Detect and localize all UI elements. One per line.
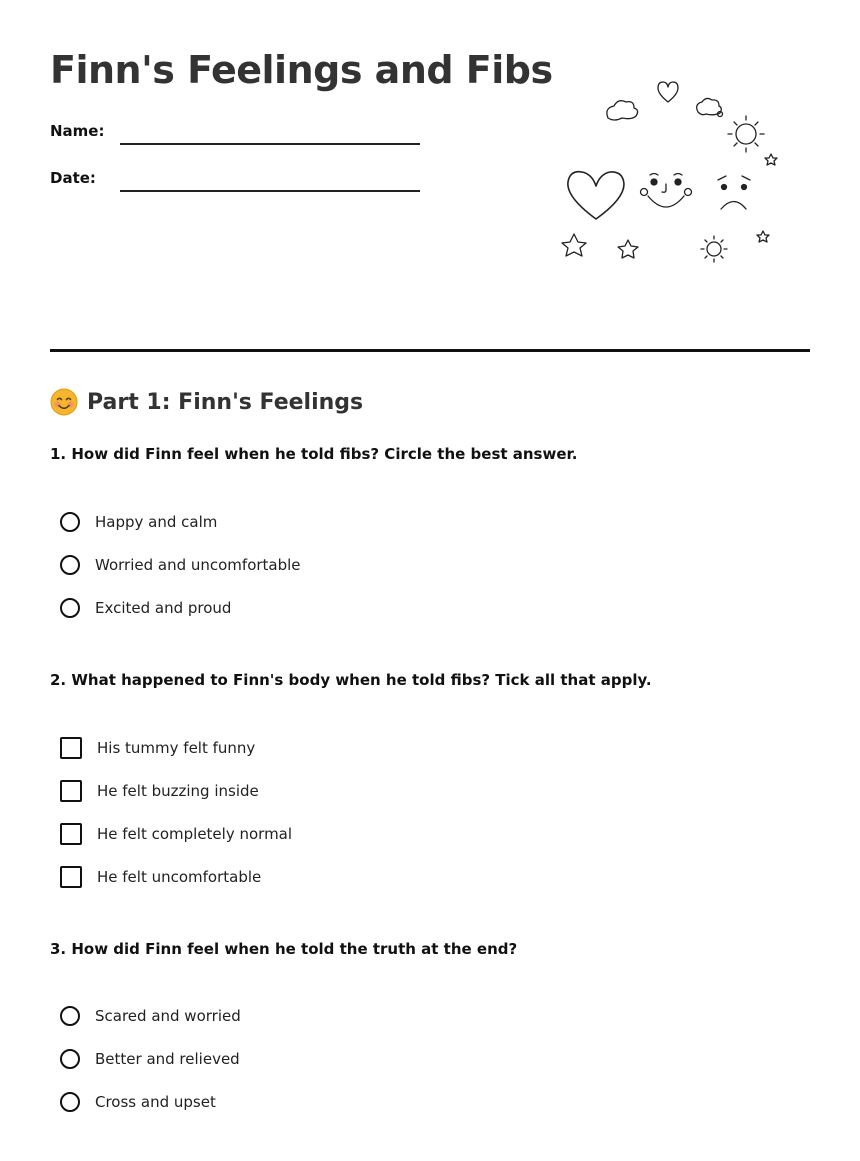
star-icon xyxy=(757,231,769,242)
section-divider xyxy=(50,349,810,352)
cloud-icon xyxy=(697,98,723,116)
option-label: Scared and worried xyxy=(95,1007,241,1025)
q2-option-1[interactable] xyxy=(60,735,255,761)
option-label: Excited and proud xyxy=(95,599,232,617)
checkbox[interactable] xyxy=(60,823,82,845)
q1-option-2[interactable] xyxy=(60,552,301,578)
q3-option-1[interactable] xyxy=(60,1003,241,1029)
option-label: Better and relieved xyxy=(95,1050,240,1068)
radio-circle[interactable] xyxy=(60,1092,80,1112)
star-icon xyxy=(562,234,586,256)
checkbox[interactable] xyxy=(60,737,82,759)
radio-circle[interactable] xyxy=(60,598,80,618)
heart-icon xyxy=(658,82,678,102)
option-label: Worried and uncomfortable xyxy=(95,556,301,574)
q2-option-2[interactable] xyxy=(60,778,259,804)
checkbox[interactable] xyxy=(60,866,82,888)
happy-face-icon xyxy=(641,174,692,208)
option-label: His tummy felt funny xyxy=(97,739,256,757)
heart-icon xyxy=(568,172,624,219)
q1-option-1[interactable] xyxy=(60,509,217,535)
option-label: Happy and calm xyxy=(95,513,218,531)
radio-circle[interactable] xyxy=(60,512,80,532)
star-icon xyxy=(765,154,777,165)
name-label: Name: xyxy=(50,122,105,140)
q2-option-3[interactable] xyxy=(60,821,292,847)
option-label: He felt buzzing inside xyxy=(97,782,259,800)
question-2: 2. What happened to Finn's body when he told fibs? Tick all that apply. xyxy=(50,671,652,689)
question-1: 1. How did Finn feel when he told fibs? Circle the best answer. xyxy=(50,445,578,463)
sad-face-icon xyxy=(718,176,750,209)
q2-option-4[interactable] xyxy=(60,864,261,890)
worksheet-title: Finn's Feelings and Fibs xyxy=(50,48,553,92)
section-heading xyxy=(50,388,363,416)
radio-circle[interactable] xyxy=(60,1006,80,1026)
date-label: Date: xyxy=(50,169,96,187)
cloud-icon xyxy=(607,101,638,120)
radio-circle[interactable] xyxy=(60,1049,80,1069)
q3-option-2[interactable] xyxy=(60,1046,240,1072)
q3-option-3[interactable] xyxy=(60,1089,216,1115)
name-line[interactable] xyxy=(120,143,420,145)
option-label: He felt completely normal xyxy=(97,825,293,843)
date-line[interactable] xyxy=(120,190,420,192)
question-3: 3. How did Finn feel when he told the truth at the end? xyxy=(50,940,518,958)
sun-icon xyxy=(701,236,727,262)
sun-icon xyxy=(728,116,764,152)
section-title-text: Part 1: Finn's Feelings xyxy=(87,389,364,415)
smiling-face-icon xyxy=(50,388,78,416)
q1-option-3[interactable] xyxy=(60,595,231,621)
option-label: He felt uncomfortable xyxy=(97,868,262,886)
star-icon xyxy=(618,240,638,258)
option-label: Cross and upset xyxy=(95,1093,216,1111)
feelings-doodles xyxy=(556,72,786,272)
radio-circle[interactable] xyxy=(60,555,80,575)
checkbox[interactable] xyxy=(60,780,82,802)
